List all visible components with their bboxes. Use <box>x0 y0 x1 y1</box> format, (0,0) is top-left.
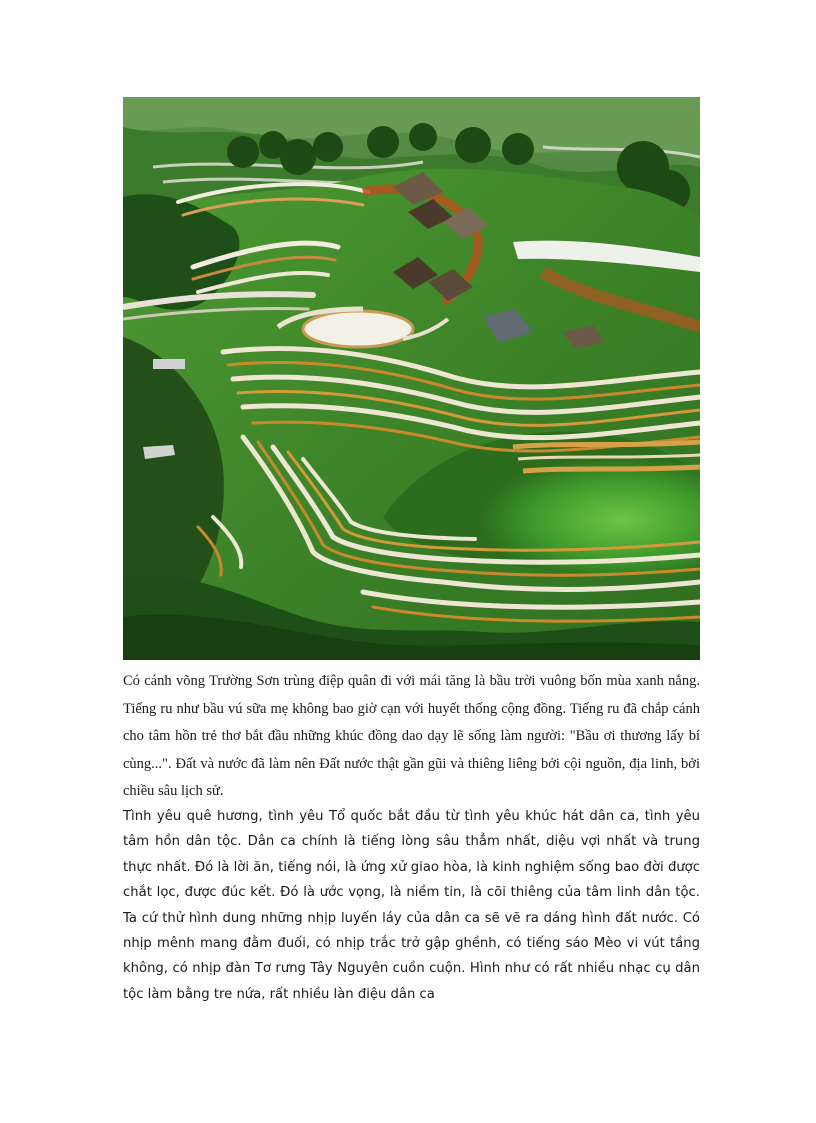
rice-terrace-illustration <box>123 97 700 660</box>
paragraph-2: Tình yêu quê hương, tình yêu Tổ quốc bắt đầu từ tình yêu khúc hát dân ca, tình yêu tâm hồn dân tộc. Dân ca chính là tiếng lòng sâu thẳm nhất, diệu vợi nhất và trung thực nhất. Đó là lời ăn, tiếng nói, là ứng xử giao hòa, là kinh nghiệm sống bao đời được chắt lọc, được đúc kết. Đó là ước vọng, là niềm tin, là cõi thiêng của tâm linh dân tộc. Ta cứ thử hình dung những nhịp luyến láy của dân ca sẽ vẽ ra dáng hình đất nước. Có nhịp mênh mang đằm đuối, có nhịp trắc trở gập ghềnh, có tiếng sáo Mèo vi vút tầng không, có nhịp đàn Tơ rưng Tây Nguyên cuồn cuộn. Hình như có rất nhiều nhạc cụ dân tộc làm bằng tre nứa, rất nhiều làn điệu dân ca <box>123 809 700 1002</box>
rice-terrace-photo <box>123 97 700 660</box>
central-pond <box>303 311 413 347</box>
paragraph-1: Có cánh võng Trường Sơn trùng điệp quân đi với mái tăng là bầu trời vuông bốn mùa xanh nắng. Tiếng ru như bầu vú sữa mẹ không bao giờ cạn với huyết thống cộng đồng. Tiếng ru đã chắp cánh cho tâm hồn trẻ thơ bắt đầu những khúc đồng dao dạy lẽ sống làm người: "Bầu ơi thương lấy bí cùng...". Đất và nước đã làm nên Đất nước thật gần gũi và thiêng liêng bởi cội nguồn, địa linh, bởi chiều sâu lịch sử. <box>123 673 700 799</box>
